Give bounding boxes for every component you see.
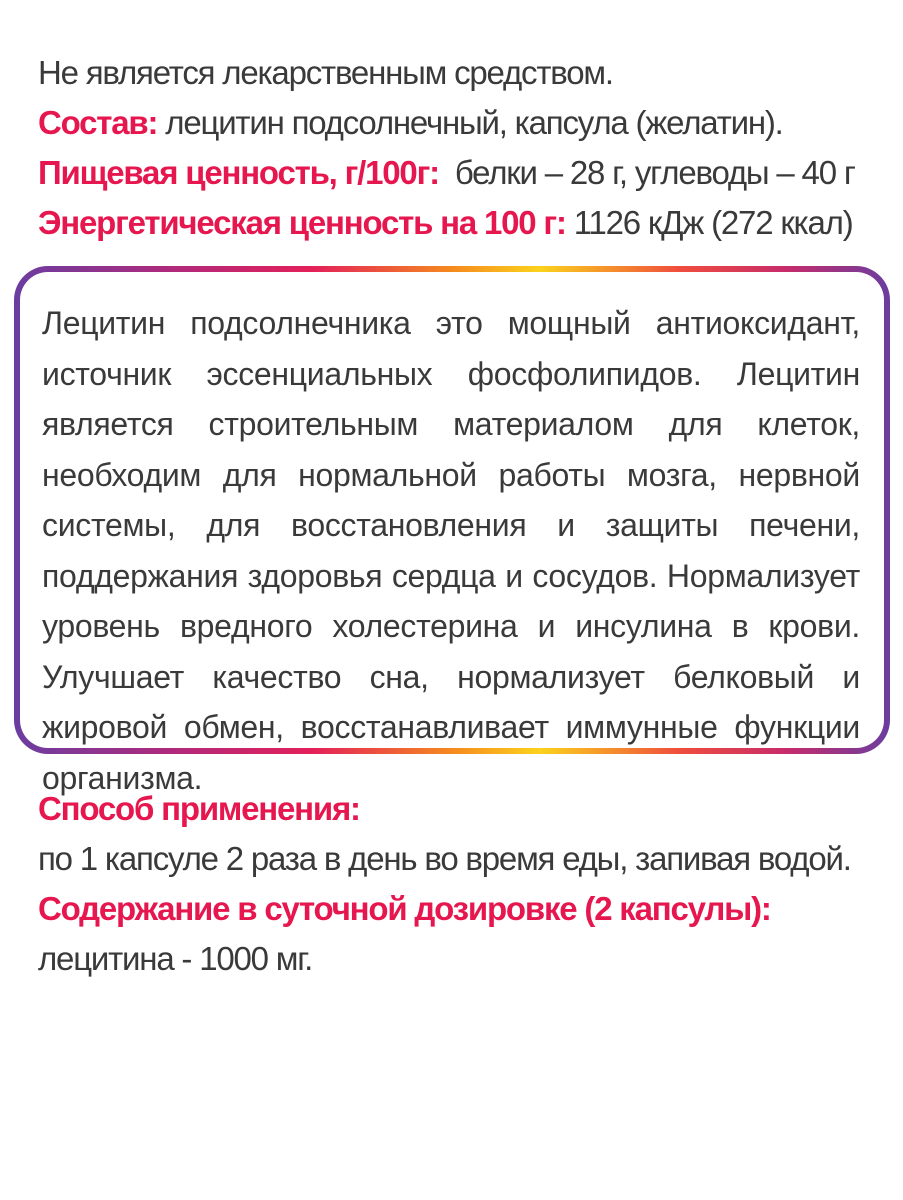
daily-dose-value: лецитина - 1000 мг. (38, 940, 313, 977)
not-medicine-text: Не является лекарственным средством. (38, 54, 613, 91)
nutrition-label: Пищевая ценность, г/100г: (38, 154, 439, 191)
usage-section (38, 784, 888, 984)
daily-dose-heading-line (38, 884, 888, 934)
description-frame (14, 266, 890, 796)
energy-label: Энергетическая ценность на 100 г: (38, 204, 566, 241)
usage-heading-line (38, 784, 888, 834)
description-panel (20, 272, 884, 796)
usage-label: Способ применения: (38, 790, 360, 827)
nutrition-line (38, 148, 888, 198)
energy-line (38, 198, 888, 248)
usage-value: по 1 капсуле 2 раза в день во время еды, запивая водой. (38, 840, 851, 877)
not-medicine-notice (38, 48, 888, 98)
composition-value: лецитин подсолнечный, капсула (желатин). (157, 104, 783, 141)
usage-value-line (38, 834, 888, 884)
composition-label: Состав: (38, 104, 158, 141)
composition-line (38, 98, 888, 148)
daily-dose-label: Содержание в суточной дозировке (2 капсулы): (38, 890, 771, 927)
description-text: Лецитин подсолнечника это мощный антиоксидант, источник эссенциальных фосфолипидов. Лецитин является строительным материалом для клеток, необходим для нормальной работы мозга, нервной системы, для восстановления и защиты печени, поддержания здоровья сердца и сосудов. Нормализует уровень вредного холестерина и инсулина в крови. Улучшает качество сна, нормализует белковый и жировой обмен, восстанавливает иммунные функции организма. (42, 305, 860, 796)
energy-value: 1126 кДж (272 ккал) (565, 204, 853, 241)
product-info-header (38, 48, 888, 248)
nutrition-value: белки – 28 г, углеводы – 40 г (438, 154, 855, 191)
daily-dose-value-line (38, 934, 888, 984)
